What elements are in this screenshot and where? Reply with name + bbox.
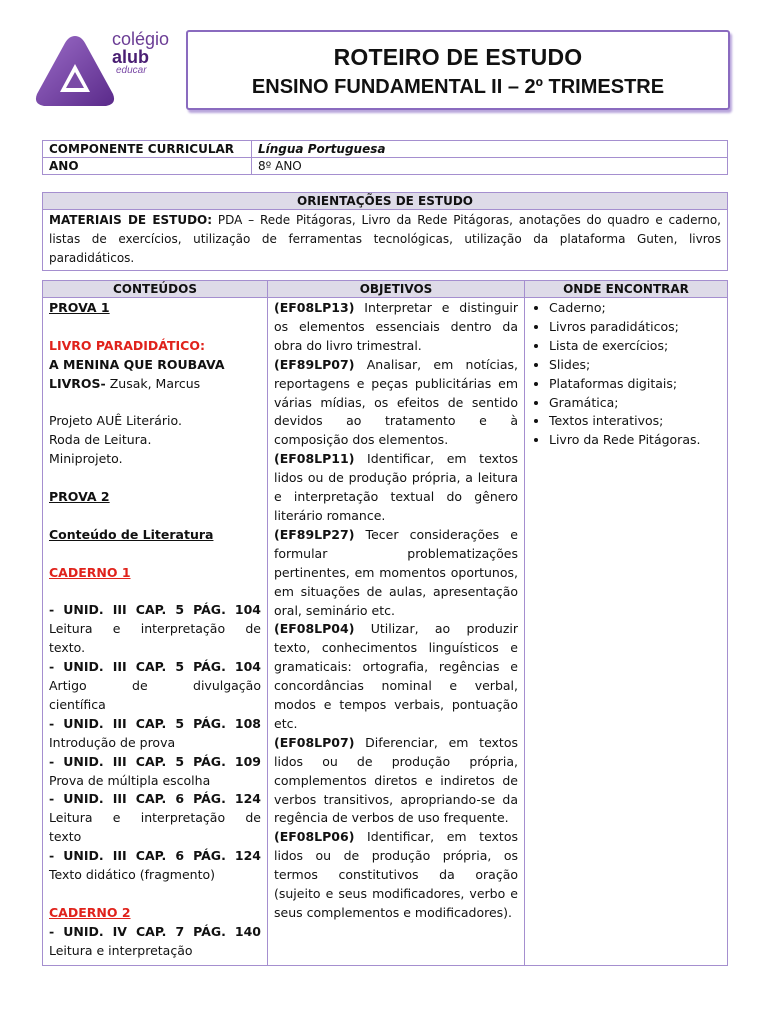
objetivos-cell: [268, 298, 525, 966]
objetivo-text: Utilizar, ao produzir texto, conhecimentos linguísticos e gramaticais: ortografia, regências e concordâncias nominal e verbal, modos e tempos verbais, pontuação etc.: [274, 621, 518, 731]
caderno1-item-desc: Artigo de divulgação: [49, 678, 261, 694]
page-title: ROTEIRO DE ESTUDO: [333, 44, 583, 70]
caderno1-item-desc: científica: [49, 696, 106, 712]
onde-item: • Lista de exercícios;: [549, 337, 721, 356]
objetivo-text: Identificar, em textos lidos ou de produção própria, os termos constitutivos da oração (sujeito e seus modificadores, verbo e seus complementos e modificadores).: [274, 829, 518, 920]
objetivo-text: Analisar, em notícias, reportagens e peças publicitárias em várias mídias, os efeitos de sentido devidos ao tratamento e à composição dos elementos.: [274, 356, 518, 448]
caderno1-item-desc: Introdução de prova: [49, 734, 176, 750]
objetivo-item: [274, 526, 518, 621]
caderno1-item-ref: - UNID. III CAP. 5 PÁG. 109: [49, 753, 261, 769]
objetivo-text: Diferenciar, em textos lidos ou de produção própria, complementos diretos e indiretos de verbos transitivos, apropriando-se da regência de verbos de uso frequente.: [274, 734, 518, 826]
projeto-item: Projeto AUÊ Literário.: [49, 413, 182, 429]
caderno1-item-ref: - UNID. III CAP. 5 PÁG. 108: [49, 715, 261, 731]
conteudos-cell: [43, 298, 268, 966]
objetivo-text: Tecer considerações e formular problematizações pertinentes, em momentos oportunos, em situações de aulas, apresentação oral, seminário etc.: [274, 526, 518, 618]
caderno2-label: CADERNO 2: [49, 904, 131, 920]
onde-item: • Livro da Rede Pitágoras.: [549, 431, 721, 450]
caderno1-item-desc: Leitura e interpretação de: [49, 621, 261, 637]
objetivo-item: [274, 356, 518, 451]
header-objetivos: OBJETIVOS: [268, 281, 525, 298]
objetivo-text: Interpretar e distinguir os elementos essenciais dentro da obra do livro trimestral.: [274, 300, 518, 353]
page-subtitle: ENSINO FUNDAMENTAL II – 2º TRIMESTRE: [251, 76, 665, 98]
objetivo-item: [274, 734, 518, 829]
onde-item: • Gramática;: [549, 394, 721, 413]
objetivo-code: (EF08LP07): [274, 734, 355, 750]
objetivo-item: [274, 299, 518, 356]
literatura-label: Conteúdo de Literatura: [49, 526, 214, 542]
objetivo-code: (EF89LP07): [274, 356, 355, 372]
ano-value: 8º ANO: [252, 158, 728, 175]
componente-label: COMPONENTE CURRICULAR: [43, 141, 252, 158]
livro-label: LIVRO PARADIDÁTICO:: [49, 337, 205, 353]
objetivo-code: (EF08LP06): [274, 829, 355, 845]
caderno1-label: CADERNO 1: [49, 564, 131, 580]
objetivo-code: (EF08LP04): [274, 621, 355, 637]
objetivo-item: [274, 450, 518, 526]
componente-row: [43, 141, 728, 158]
objetivo-code: (EF89LP27): [274, 526, 355, 542]
objetivo-item: [274, 620, 518, 733]
main-table: [42, 280, 728, 966]
caderno1-item-ref: - UNID. III CAP. 6 PÁG. 124: [49, 791, 261, 807]
main-body-row: [43, 298, 728, 966]
orientacoes-heading: ORIENTAÇÕES DE ESTUDO: [43, 193, 728, 210]
materiais-text: PDA – Rede Pitágoras, Livro da Rede Pitágoras, anotações do quadro e caderno, listas de exercícios, utilização de ferramentas tecnológicas, utilização da plataforma Guten, livros paradidáticos.: [49, 213, 721, 265]
main-header-row: [43, 281, 728, 298]
logo-line1: colégio: [112, 29, 170, 49]
livro-title-line1: A MENINA QUE ROUBAVA: [49, 356, 225, 372]
header-conteudos: CONTEÚDOS: [43, 281, 268, 298]
orientacoes-table: [42, 192, 728, 271]
onde-item: • Plataformas digitais;: [549, 375, 721, 394]
header-banner: [186, 30, 730, 110]
componente-value: Língua Portuguesa: [252, 141, 728, 158]
miniprojeto-item: Miniprojeto.: [49, 451, 123, 467]
onde-item: • Caderno;: [549, 299, 721, 318]
caderno1-item-ref: - UNID. III CAP. 5 PÁG. 104: [49, 602, 261, 618]
onde-item: • Livros paradidáticos;: [549, 318, 721, 337]
logo-line2: alub: [112, 47, 150, 67]
caderno1-item-ref: - UNID. III CAP. 6 PÁG. 124: [49, 848, 261, 864]
ano-label: ANO: [43, 158, 252, 175]
materiais-cell: [43, 210, 728, 271]
objetivo-code: (EF08LP11): [274, 451, 355, 467]
materiais-label: MATERIAIS DE ESTUDO:: [49, 213, 213, 227]
info-table: [42, 140, 728, 175]
objetivo-code: (EF08LP13): [274, 300, 355, 315]
caderno2-item-ref: - UNID. IV CAP. 7 PÁG. 140: [49, 923, 261, 939]
caderno1-item-desc: Prova de múltipla escolha: [49, 772, 211, 788]
ano-row: [43, 158, 728, 175]
objetivo-item: [274, 828, 518, 923]
caderno1-item-ref: - UNID. III CAP. 5 PÁG. 104: [49, 659, 261, 675]
roda-item: Roda de Leitura.: [49, 432, 152, 448]
caderno1-item-desc: texto.: [49, 640, 86, 656]
caderno1-item-desc: Leitura e interpretação de: [49, 810, 261, 826]
header-onde: ONDE ENCONTRAR: [525, 281, 728, 298]
logo-text: [112, 30, 169, 76]
onde-item: • Textos interativos;: [549, 412, 721, 431]
caderno1-item-desc: Texto didático (fragmento): [49, 867, 215, 883]
caderno1-item-desc: texto: [49, 829, 82, 845]
objetivo-text: Identificar, em textos lidos ou de produção própria, a leitura e interpretação textual do gênero literário romance.: [274, 451, 518, 523]
onde-cell: [525, 298, 728, 966]
alub-logo-icon: [34, 34, 116, 110]
prova1-label: PROVA 1: [49, 300, 110, 315]
onde-item: • Slides;: [549, 356, 721, 375]
livro-title-line2: LIVROS-: [49, 375, 106, 391]
onde-list: [531, 299, 721, 450]
caderno2-item-desc: Leitura e interpretação: [49, 942, 193, 958]
prova2-label: PROVA 2: [49, 489, 110, 505]
livro-author: Zusak, Marcus: [105, 375, 201, 391]
logo-line3: educar: [116, 65, 147, 76]
